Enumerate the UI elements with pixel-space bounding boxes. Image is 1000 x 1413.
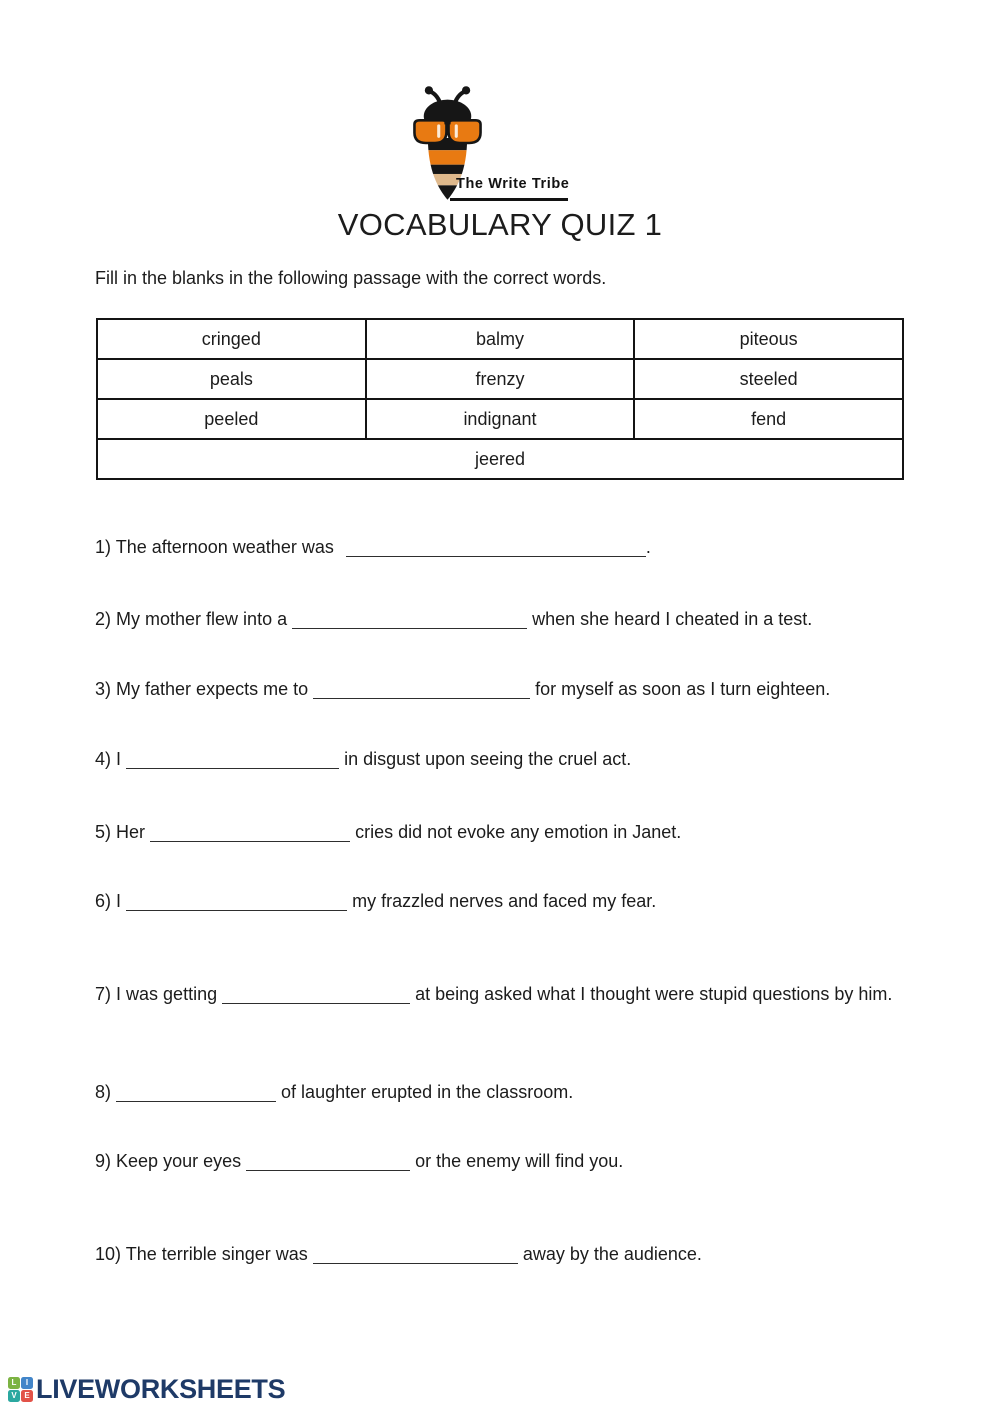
question-post-text: when she heard I cheated in a test. bbox=[532, 609, 813, 629]
answer-blank-10[interactable] bbox=[313, 1244, 518, 1264]
answer-blank-1[interactable] bbox=[346, 537, 646, 557]
question-pre-text: I bbox=[116, 891, 122, 911]
question-8 bbox=[95, 1079, 910, 1106]
question-post-text: in disgust upon seeing the cruel act. bbox=[344, 749, 632, 769]
question-number: 3) bbox=[95, 679, 112, 699]
brand-underline bbox=[450, 198, 568, 201]
word-bank-cell: fend bbox=[634, 399, 903, 439]
word-bank-cell: balmy bbox=[366, 319, 635, 359]
question-7 bbox=[95, 981, 910, 1008]
question-10 bbox=[95, 1241, 910, 1268]
logo-square-l: L bbox=[8, 1377, 20, 1389]
question-number: 4) bbox=[95, 749, 112, 769]
word-bank-cell: steeled bbox=[634, 359, 903, 399]
question-6 bbox=[95, 888, 910, 915]
question-pre-text: The terrible singer was bbox=[125, 1244, 308, 1264]
logo-square-i: I bbox=[21, 1377, 33, 1389]
question-number: 8) bbox=[95, 1082, 112, 1102]
word-bank-cell: frenzy bbox=[366, 359, 635, 399]
word-bank-cell: peeled bbox=[97, 399, 366, 439]
question-number: 7) bbox=[95, 984, 112, 1004]
question-pre-text: My mother flew into a bbox=[116, 609, 288, 629]
logo-square-v: V bbox=[8, 1390, 20, 1402]
question-number: 5) bbox=[95, 822, 112, 842]
question-post-text: cries did not evoke any emotion in Janet. bbox=[355, 822, 682, 842]
word-bank-cell: indignant bbox=[366, 399, 635, 439]
question-post-text: my frazzled nerves and faced my fear. bbox=[352, 891, 657, 911]
question-pre-text: Her bbox=[116, 822, 146, 842]
question-3 bbox=[95, 676, 910, 703]
question-pre-text: The afternoon weather was bbox=[115, 537, 334, 557]
word-bank-cell: jeered bbox=[97, 439, 903, 479]
answer-blank-7[interactable] bbox=[222, 984, 410, 1004]
question-post-text: for myself as soon as I turn eighteen. bbox=[535, 679, 831, 699]
question-number: 9) bbox=[95, 1151, 112, 1171]
question-5 bbox=[95, 819, 910, 846]
liveworksheets-footer[interactable] bbox=[8, 1374, 285, 1404]
logo-square-e: E bbox=[21, 1390, 33, 1402]
liveworksheets-logo-icon bbox=[8, 1377, 33, 1402]
word-bank-row bbox=[97, 319, 903, 359]
brand-name: The Write Tribe bbox=[456, 176, 570, 192]
answer-blank-9[interactable] bbox=[246, 1151, 410, 1171]
answer-blank-2[interactable] bbox=[292, 609, 527, 629]
question-pre-text: I bbox=[116, 749, 122, 769]
answer-blank-4[interactable] bbox=[126, 749, 339, 769]
word-bank-cell: peals bbox=[97, 359, 366, 399]
instructions-text: Fill in the blanks in the following passage with the correct words. bbox=[95, 268, 607, 288]
question-number: 1) bbox=[95, 537, 112, 557]
word-bank-cell: cringed bbox=[97, 319, 366, 359]
page-title: VOCABULARY QUIZ 1 bbox=[337, 207, 663, 242]
question-number: 10) bbox=[95, 1244, 122, 1264]
question-post-text: at being asked what I thought were stupid questions by him. bbox=[415, 984, 893, 1004]
question-pre-text: I was getting bbox=[116, 984, 218, 1004]
word-bank-row bbox=[97, 359, 903, 399]
question-4 bbox=[95, 746, 910, 773]
answer-blank-5[interactable] bbox=[150, 822, 350, 842]
word-bank-row bbox=[97, 399, 903, 439]
question-number: 2) bbox=[95, 609, 112, 629]
question-pre-text: Keep your eyes bbox=[116, 1151, 242, 1171]
answer-blank-6[interactable] bbox=[126, 891, 347, 911]
question-post-text: away by the audience. bbox=[522, 1244, 702, 1264]
question-post-text: or the enemy will find you. bbox=[415, 1151, 624, 1171]
question-1 bbox=[95, 534, 910, 561]
question-post-text: . bbox=[645, 537, 651, 557]
answer-blank-3[interactable] bbox=[313, 679, 530, 699]
liveworksheets-brand-text: LIVEWORKSHEETS bbox=[36, 1374, 286, 1404]
word-bank-cell: piteous bbox=[634, 319, 903, 359]
question-2 bbox=[95, 606, 910, 633]
word-bank-table bbox=[96, 318, 904, 480]
question-number: 6) bbox=[95, 891, 112, 911]
word-bank-row bbox=[97, 439, 903, 479]
question-post-text: of laughter erupted in the classroom. bbox=[281, 1082, 574, 1102]
answer-blank-8[interactable] bbox=[116, 1082, 276, 1102]
question-9 bbox=[95, 1148, 910, 1175]
question-pre-text: My father expects me to bbox=[116, 679, 309, 699]
